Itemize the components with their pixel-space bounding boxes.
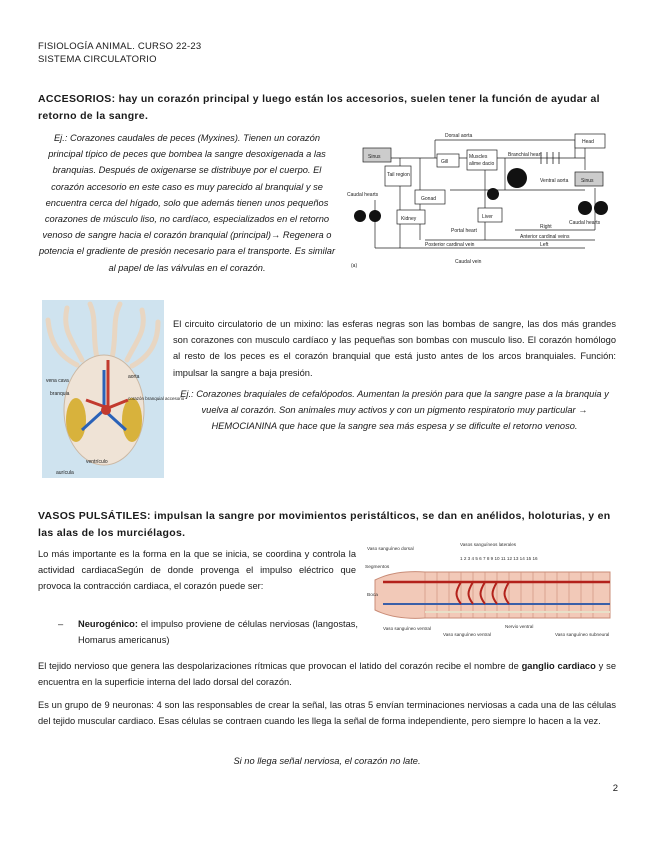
label-caudal-vein: Caudal vein	[455, 259, 482, 265]
label-gill: Gill	[441, 159, 449, 165]
label-alimentation: alime dacio	[469, 161, 495, 167]
cephalopod-heart-illustration	[42, 300, 185, 478]
label-ventriculo: ventrículo	[86, 459, 108, 465]
bullet-term: Neurogénico:	[78, 619, 138, 629]
label-head: Head	[582, 139, 594, 145]
accesorios-heading-text: hay un corazón principal y luego están los accesorios, suelen tener la función de ayudar al retorno de la sangre.	[38, 93, 600, 122]
neurogenic-bullet	[58, 616, 358, 648]
vasos-heading-text: : impulsan la sangre por movimientos peristálticos, se dan en anélidos, holoturias, y en las alas de los murciélagos.	[38, 510, 611, 539]
neurons-paragraph: Es un grupo de 9 neuronas: 4 son las responsables de crear la señal, las otras 5 envían terminaciones nerviosas a cada una de las células del tejido muscular cardiaco. Esas células se contraen cuando les llega la señal de forma independiente, pero siempre lo hacen a la vez.	[38, 700, 616, 727]
ganglio-paragraph	[38, 658, 616, 690]
label-branchial-heart: Branchial heart	[508, 152, 542, 158]
course-title: FISIOLOGÍA ANIMAL. CURSO 22-23	[38, 41, 202, 52]
ganglio-text-start: El tejido nervioso que genera las despolarizaciones rítmicas que provocan el latido del corazón recibe el nombre de	[38, 661, 522, 671]
bullet-dash: –	[58, 619, 64, 629]
worm-segment-numbers: 1 2 3 4 5 6 7 8 9 10 11 12 13 14 15 16	[460, 556, 538, 561]
accesorios-heading	[38, 91, 616, 125]
label-corner: (a)	[351, 263, 358, 269]
accesorios-heading-label: ACCESORIOS:	[38, 93, 116, 105]
label-left: Left	[540, 242, 549, 248]
worm-label-bottom-nerve: Nervio ventral	[505, 624, 534, 629]
closing-statement: Si no llega señal nerviosa, el corazón no late.	[233, 756, 421, 766]
label-tail-region: Tail region	[387, 172, 410, 178]
earthworm-vessels-figure	[365, 540, 615, 640]
gill-left	[66, 398, 86, 442]
label-aorta: aorta	[128, 374, 140, 380]
label-sinus-right: Sinus	[581, 178, 594, 184]
label-ventral-aorta: Ventral aorta	[540, 178, 569, 184]
worm-label-bottom-mid: Vaso sanguíneo ventral	[443, 632, 491, 637]
bullet-definition: el impulso proviene de células nerviosas (langostas, Homarus americanus)	[78, 619, 358, 646]
vasos-heading	[38, 508, 616, 542]
ganglio-text-end: y se encuentra en la superficie interna del lado dorsal del corazón.	[38, 661, 616, 688]
ganglio-term: ganglio cardiaco	[521, 661, 596, 671]
worm-label-bottom-right: Vaso sanguíneo subneural	[555, 632, 610, 637]
hagfish-circulation-diagram	[345, 130, 613, 270]
page-number: 2	[612, 783, 618, 794]
cephalopod-example: Ej.: Corazones braquiales de cefalópodos. Aumentan la presión para que la sangre pase a la branquia y vuelva al corazón. Son animales muy activos y con un pigmento respiratorio muy particular → HEMOCIANINA que hace que la sangre sea más espesa y se dificulte el retorno venoso.	[180, 389, 609, 432]
worm-label-bottom-left: Vaso sanguíneo ventral	[383, 626, 431, 631]
label-right: Right	[540, 224, 552, 230]
label-caudal-hearts: Caudal hearts	[347, 192, 379, 198]
label-dorsal-aorta: Dorsal aorta	[445, 133, 473, 139]
bullet-text	[78, 616, 358, 648]
ventricle-shape	[101, 405, 111, 415]
label-corazon-branquial: corazón branquial accesorio	[128, 396, 185, 401]
label-portal-heart: Portal heart	[451, 228, 477, 234]
mixino-paragraph: El circuito circulatorio de un mixino: las esferas negras son las bombas de sangre, las dos más grandes son corazones con musculo cardíaco y las pequeñas son bombas con musculo liso. El corazón homólogo al resto de los peces es el corazón branquial que está justo antes de los arcos branquiales. Función: impulsar la sangre a baja presión.	[173, 319, 616, 378]
label-caudal-hearts-right: Caudal hearts	[569, 220, 601, 226]
section-title: SISTEMA CIRCULATORIO	[38, 54, 157, 65]
label-sinus-left: Sinus	[368, 154, 381, 160]
vasos-heading-label: VASOS PULSÁTILES	[38, 510, 148, 522]
accesorios-example: Ej.: Corazones caudales de peces (Myxines). Tienen un corazón principal típico de peces que bombea la sangre desoxigenada a las branquias. Después de oxigenarse se distribuye por el cuerpo. El corazón accesorio en este caso es muy parecido al branquial y se encuentra cerca del hígado, solo que además tienen unos pequeños corazones de músculo liso, no cardíaco, especializados en el retorno venoso de sangre hacia el corazón branquial (principal)→ Regenera o potencia el gradiente de presión necesario para el transporte. Es similar al papel de las válvulas en el corazón.	[38, 133, 336, 273]
label-branquia: branquia	[50, 391, 70, 397]
muscles-box	[467, 150, 497, 170]
branchial-heart	[507, 168, 527, 188]
label-vena-cava: vena cava	[46, 378, 69, 384]
label-kidney: Kidney	[401, 216, 417, 222]
caudal-heart-1	[354, 210, 366, 222]
label-auricula: aurícula	[56, 470, 74, 476]
caudal-heart-2	[369, 210, 381, 222]
label-muscles: Muscles	[469, 154, 488, 160]
vasos-intro: Lo más importante es la forma en la que se inicia, se coordina y controla la actividad cardiacaSegún de donde provenga el impulso eléctrico que provoca la contracción cardiaca, el corazón puede ser:	[38, 549, 356, 592]
label-posterior-cardinal: Posterior cardinal vein	[425, 242, 475, 248]
worm-label-segmentos: Segmentos	[365, 565, 390, 570]
caudal-heart-4	[594, 201, 608, 215]
label-anterior-cardinal: Anterior cardinal veins	[520, 234, 570, 240]
worm-label-top-mid: Vasos sanguíneos laterales	[460, 542, 517, 547]
label-liver: Liver	[482, 214, 493, 220]
worm-label-boca: Boca	[367, 593, 378, 598]
caudal-heart-3	[578, 201, 592, 215]
label-gonad: Gonad	[421, 196, 437, 202]
worm-label-top-left: Vaso sanguíneo dorsal	[367, 546, 414, 551]
gill-right	[122, 398, 142, 442]
portal-heart	[487, 188, 499, 200]
